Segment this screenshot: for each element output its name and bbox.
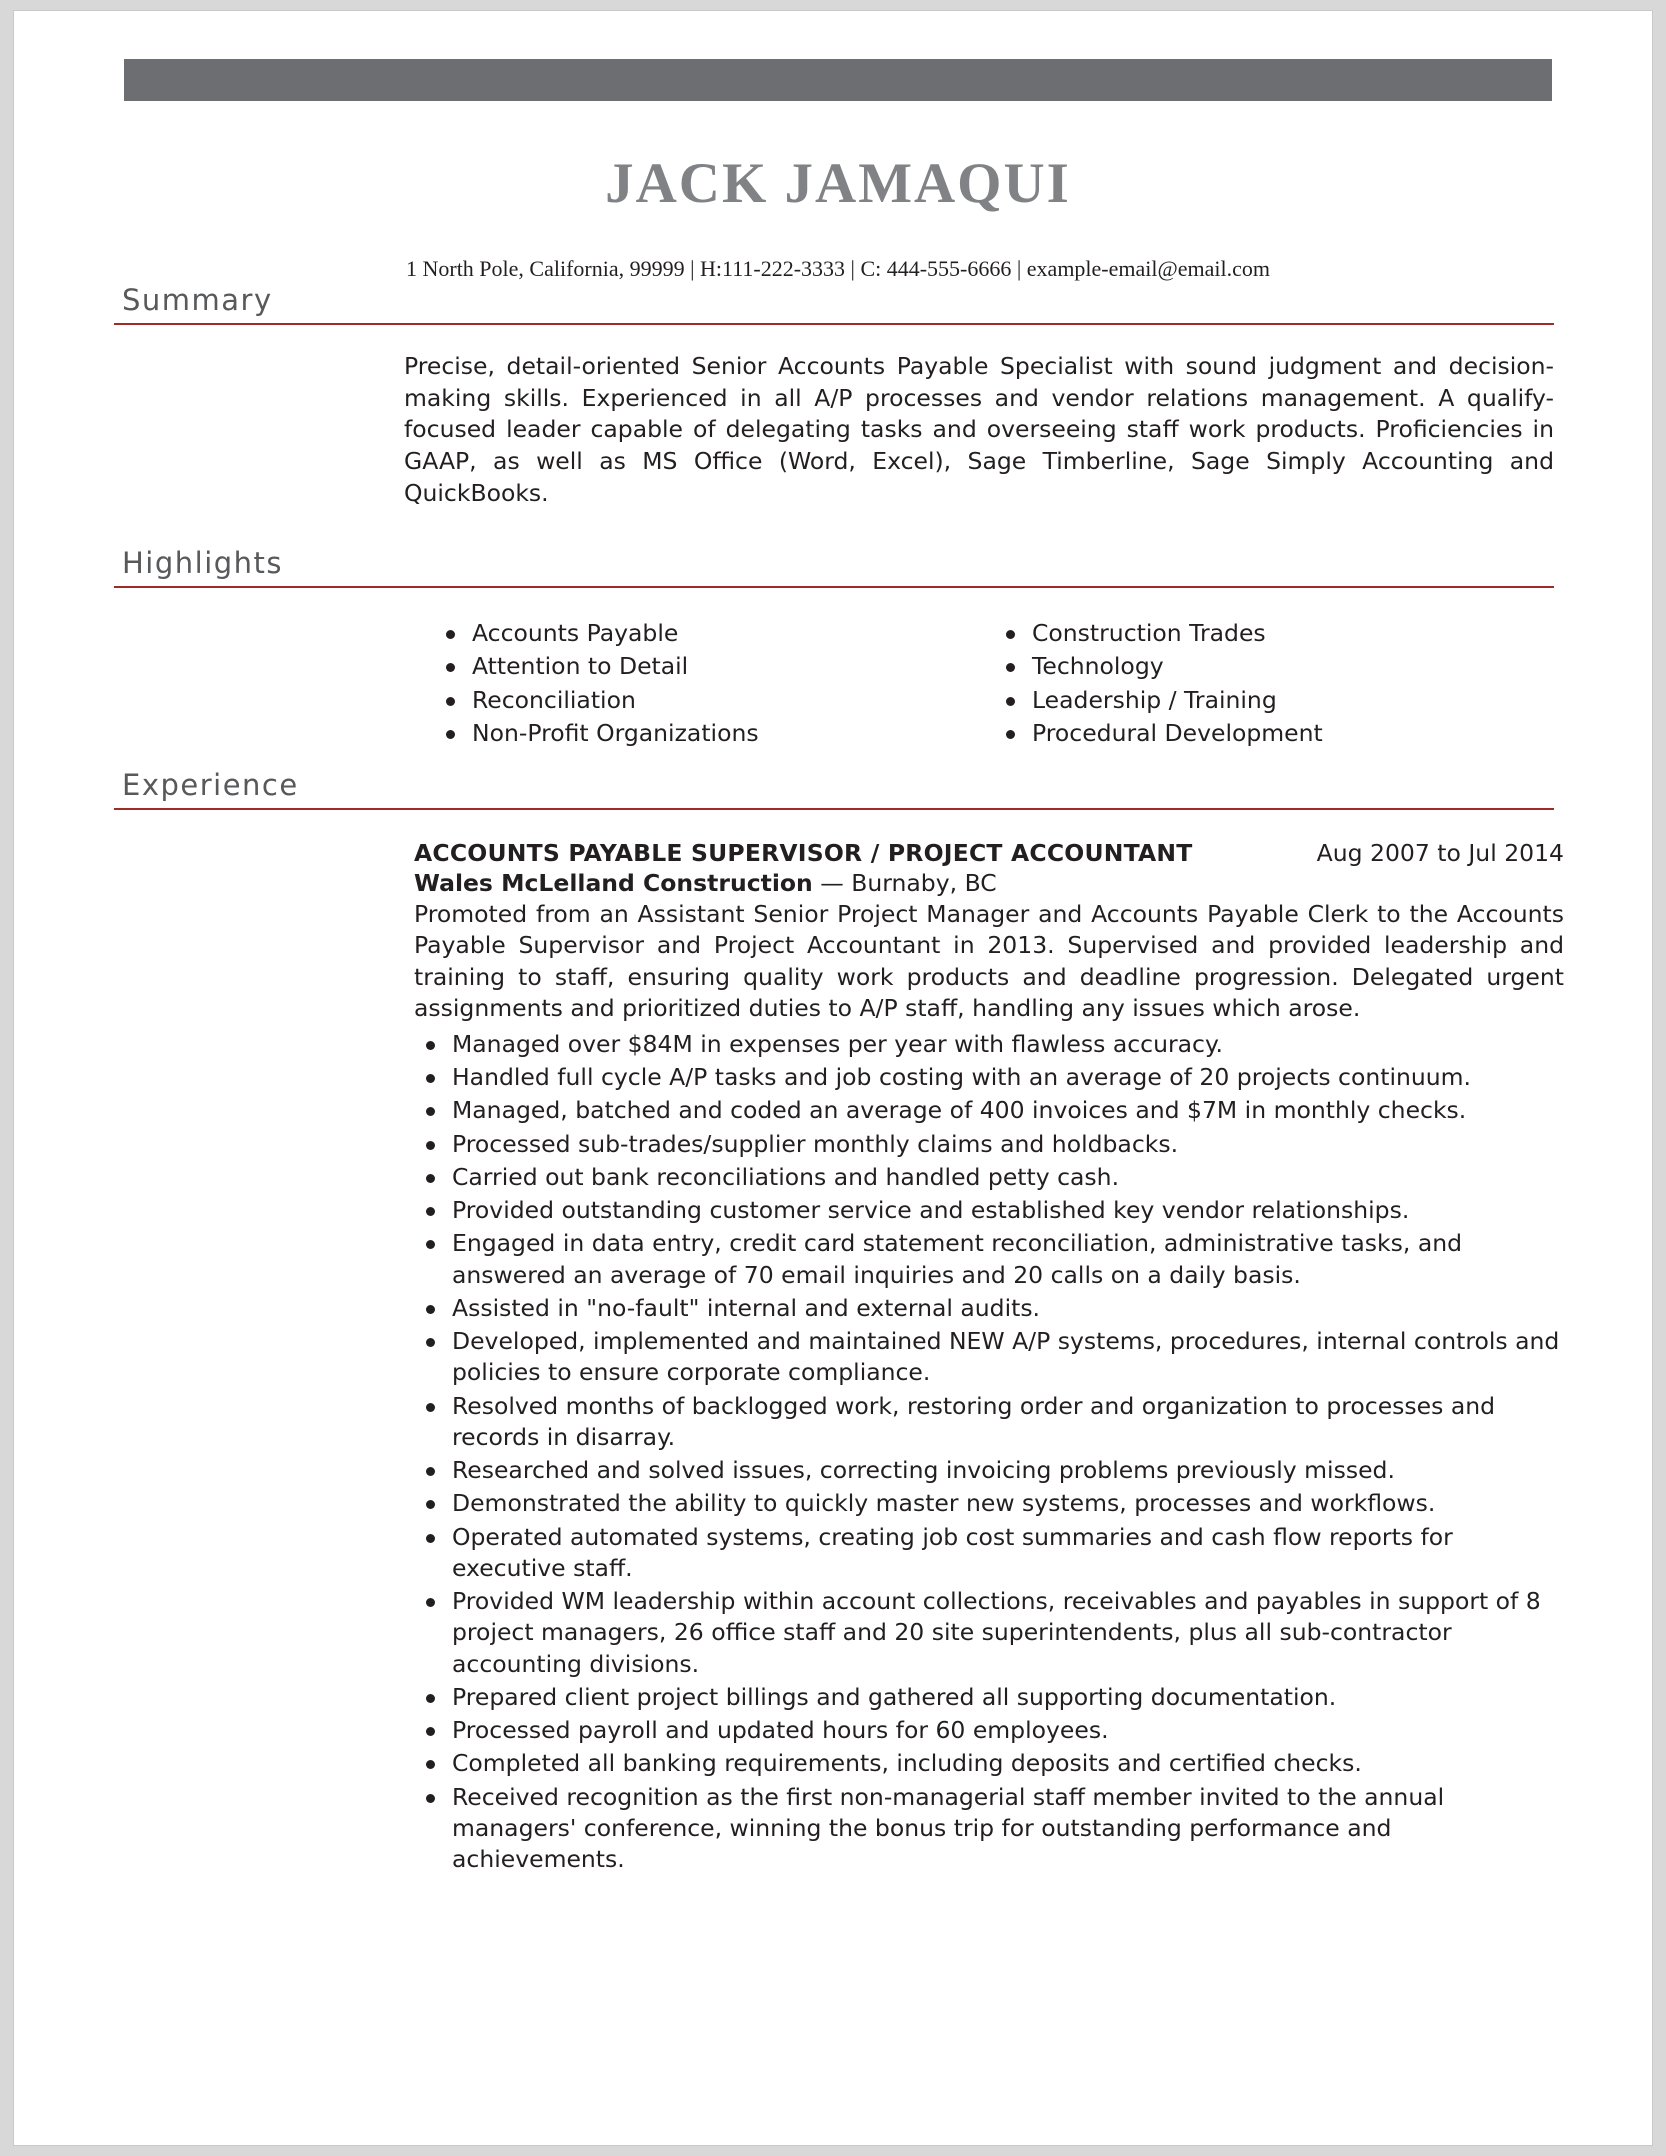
highlights-list-right — [994, 618, 1554, 749]
job-location: — Burnaby, BC — [820, 869, 997, 897]
section-title-highlights: Highlights — [122, 546, 284, 580]
list-item: Received recognition as the first non-managerial staff member invited to the annual managers' conference, winning the bonus trip for outstanding performance and achievements. — [414, 1782, 1564, 1876]
list-item: Leadership / Training — [994, 685, 1554, 716]
list-item: Carried out bank reconciliations and handled petty cash. — [414, 1162, 1564, 1193]
highlights-body — [434, 618, 1554, 751]
section-experience — [114, 768, 1554, 810]
list-item: Provided outstanding customer service and established key vendor relationships. — [414, 1195, 1564, 1226]
contact-line: 1 North Pole, California, 99999 | H:111-222-3333 | C: 444-555-6666 | example-email@email.com — [405, 256, 1270, 281]
section-divider — [114, 808, 1554, 810]
list-item: Processed sub-trades/supplier monthly claims and holdbacks. — [414, 1129, 1564, 1160]
list-item: Attention to Detail — [434, 651, 994, 682]
experience-entry — [414, 839, 1564, 1875]
section-divider — [114, 586, 1554, 588]
list-item: Developed, implemented and maintained NEW A/P systems, procedures, internal controls and policies to ensure corporate compliance. — [414, 1326, 1564, 1389]
section-divider — [114, 323, 1554, 325]
list-item: Demonstrated the ability to quickly master new systems, processes and workflows. — [414, 1488, 1564, 1519]
section-title-experience: Experience — [122, 768, 299, 802]
experience-body — [414, 839, 1564, 1877]
list-item: Provided WM leadership within account collections, receivables and payables in support of 8 project managers, 26 office staff and 20 site superintendents, plus all sub-contractor accounting divisions. — [414, 1586, 1564, 1680]
list-item: Handled full cycle A/P tasks and job costing with an average of 20 projects continuum. — [414, 1062, 1564, 1093]
job-dates: Aug 2007 to Jul 2014 — [1316, 839, 1564, 867]
list-item: Technology — [994, 651, 1554, 682]
list-item: Operated automated systems, creating job cost summaries and cash flow reports for executive staff. — [414, 1522, 1564, 1585]
highlights-column-left — [434, 618, 994, 751]
highlights-column-right — [994, 618, 1554, 751]
section-highlights — [114, 546, 1554, 588]
job-company-line — [414, 869, 1564, 897]
list-item: Non-Profit Organizations — [434, 718, 994, 749]
job-title: ACCOUNTS PAYABLE SUPERVISOR / PROJECT ACCOUNTANT — [414, 839, 1193, 867]
section-summary — [114, 283, 1554, 325]
job-company-name: Wales McLelland Construction — [414, 869, 813, 897]
section-title-summary: Summary — [122, 283, 273, 317]
job-description: Promoted from an Assistant Senior Project Manager and Accounts Payable Clerk to the Accounts Payable Supervisor and Project Accountant in 2013. Supervised and provided leadership and training to staff, ensuring quality work products and deadline progression. Delegated urgent assignments and prioritized duties to A/P staff, handling any issues which arose. — [414, 900, 1564, 1023]
job-header — [414, 839, 1564, 867]
resume-page — [13, 10, 1653, 2146]
highlights-list-left — [434, 618, 994, 749]
summary-text: Precise, detail-oriented Senior Accounts Payable Specialist with sound judgment and decision-making skills. Experienced in all A/P processes and vendor relations management. A qualify-focused leader capable of delegating tasks and overseeing staff work products. Proficiencies in GAAP, as well as MS Office (Word, Excel), Sage Timberline, Sage Simply Accounting and QuickBooks. — [404, 352, 1554, 507]
list-item: Researched and solved issues, correcting invoicing problems previously missed. — [414, 1455, 1564, 1486]
list-item: Reconciliation — [434, 685, 994, 716]
list-item: Engaged in data entry, credit card statement reconciliation, administrative tasks, and answered an average of 70 email inquiries and 20 calls on a daily basis. — [414, 1228, 1564, 1291]
list-item: Completed all banking requirements, including deposits and certified checks. — [414, 1748, 1564, 1779]
list-item: Resolved months of backlogged work, restoring order and organization to processes and records in disarray. — [414, 1391, 1564, 1454]
job-bullet-list — [414, 1029, 1564, 1876]
list-item: Procedural Development — [994, 718, 1554, 749]
applicant-name: JACK JAMAQUI — [605, 152, 1071, 215]
list-item: Managed, batched and coded an average of 400 invoices and $7M in monthly checks. — [414, 1095, 1564, 1126]
list-item: Assisted in "no-fault" internal and external audits. — [414, 1293, 1564, 1324]
summary-body — [404, 351, 1554, 510]
list-item: Prepared client project billings and gathered all supporting documentation. — [414, 1682, 1564, 1713]
list-item: Accounts Payable — [434, 618, 994, 649]
header-accent-bar — [124, 59, 1552, 101]
list-item: Construction Trades — [994, 618, 1554, 649]
list-item: Processed payroll and updated hours for 60 employees. — [414, 1715, 1564, 1746]
list-item: Managed over $84M in expenses per year with flawless accuracy. — [414, 1029, 1564, 1060]
